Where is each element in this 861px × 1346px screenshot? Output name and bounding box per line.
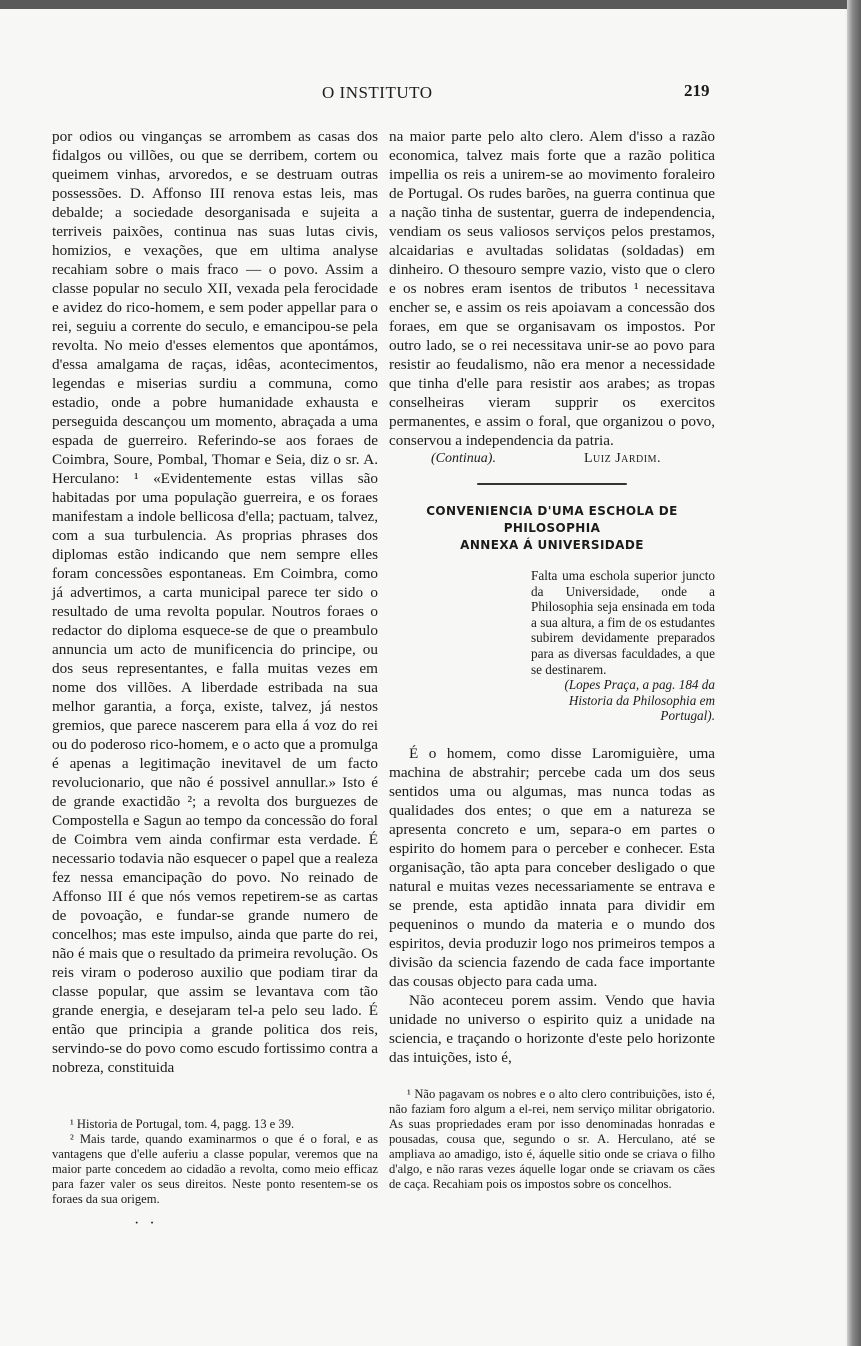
printer-mark: · ·	[134, 1215, 158, 1232]
section-title-line-2: ANNEXA Á UNIVERSIDADE	[460, 538, 644, 552]
epigraph-text: Falta uma eschola superior juncto da Universidade, onde a Philosophia seja ensinada em toda a sua altura, a fim de os estudantes subirem devidamente preparados para as diversas faculdades, a que se destinarem.	[531, 568, 715, 677]
continua-label: (Continua).	[431, 451, 496, 466]
left-column	[52, 127, 378, 1077]
scan-top-edge	[0, 0, 861, 9]
section-title-line-1: CONVENIENCIA D'UMA ESCHOLA DE PHILOSOPHIA	[426, 504, 678, 535]
epigraph	[531, 568, 715, 724]
left-footnotes	[52, 1117, 378, 1207]
right-column-text: na maior parte pelo alto clero. Alem d'isso a razão economica, talvez mais forte que a razão politica impellia os reis a unirem-se ao movimento foraleiro de Portugal. Os rudes barões, na guerra continua que a nação tinha de sustentar, guerra de independencia, vendiam os seus valiosos serviços pelos prestamos, alcaidarias e avultadas solidatas (soldadas) em dinheiro. O thesouro sempre vazio, visto que o clero e os nobres eram isentos de tributos ¹ necessitava encher se, e assim os reis apoiavam a concessão dos foraes, em que se organisavam os impostos. Por outro lado, se o rei necessitava unir-se ao povo para resistir ao feudalismo, não era menor a necessidade que tinha d'elle para resistir aos arabes; as tropas conselheiras vieram supprir os exercitos permanentes, e assim o foral, que organizou o povo, conservou a independencia da patria.	[389, 128, 715, 449]
section-paragraph-2: Não aconteceu porem assim. Vendo que havia unidade no universo o espirito quiz a unidade na sciencia, e traçando o horizonte d'este pelo horizonte das intuições, isto é,	[389, 991, 715, 1066]
section-title	[389, 503, 715, 554]
section-divider	[477, 483, 627, 485]
right-column	[389, 127, 715, 1067]
page-number: 219	[684, 81, 710, 100]
running-header	[0, 83, 845, 109]
section-paragraph-1: É o homem, como disse Laromiguière, uma machina de abstrahir; percebe cada um dos seus sentidos uma ou algumas, mas nunca todas as qualidades dos entes; o que em a natureza se apresenta concreto e um, separa-o em partes o espirito do homem para o perceber e conhecer. Esta organisação, tão apta para conceber desligado o que natural e muitas vezes necessariamente se entrava e se prende, esta aptidão innata para dividir em pequeninos o mundo da materia e o mundo dos espiritos, devia produzir logo nos primeiros tempos a divisão da sciencia fazendo de cada face importante das cousas objecto para cada uma.	[389, 744, 715, 990]
footnote-1: ¹ Historia de Portugal, tom. 4, pagg. 13 e 39.	[70, 1117, 295, 1131]
right-footnotes	[389, 1087, 715, 1192]
footnote-2: ² Mais tarde, quando examinarmos o que é o foral, e as vantagens que d'elle auferiu a classe popular, veremos que na maior parte concedem ao cidadão a revolta, como meio efficaz para fazer valer os seus direitos. Neste ponto resentem-se os foraes da sua origem.	[52, 1132, 378, 1206]
journal-title: O INSTITUTO	[322, 83, 433, 102]
book-spine-edge	[847, 0, 861, 1346]
article-signature	[389, 451, 715, 467]
left-column-text: por odios ou vinganças se arrombem as casas dos fidalgos ou villões, ou que se derribem, cortem ou queimem vinhas, arvoredos, e se destruam outras possessões. D. Affonso III renova estas leis, mas debalde; a sociedade desorganisada e sujeita a terriveis paixões, continua nas suas lutas civis, homizios, e vexações, que em ultima analyse recahiam sobre o mais fraco — o povo. Assim a classe popular no seculo XII, vexada pela ferocidade e avidez do rico-homem, e sem poder appellar para o rei, seguiu a corrente do seculo, e emancipou-se pela revolta. No meio d'esses elementos que apontámos, d'essa amalgama de raças, idêas, acontecimentos, legendas e miserias surdiu a communa, como estadio, onde a pobre humanidade exhausta e perseguida descançou um momento, abraçada a uma espada de guerreiro. Referindo-se aos foraes de Coimbra, Soure, Pombal, Thomar e Seia, diz o sr. A. Herculano: ¹ «Evidentemente estas villas são habitadas por uma população guerreira, e os foraes manifestam a indole bellicosa d'ella; pactuam, talvez, com a sua turbulencia. As proprias phrases dos diplomas estão indicando que nem sempre elles foram concessões espontaneas. Em Coimbra, como já advertimos, a carta municipal parece ter sido o resultado de uma revolta popular. Noutros foraes o redactor do diploma esquece-se de que o preambulo annuncia um acto de munificencia do principe, ou dos seus representantes, e falla muitas vezes em nome dos villões. A liberdade estribada na sua melhor garantia, a força, existe, talvez, já nestos gremios, que parece nascerem para ella á voz do rei ou do poderoso rico-homem, e o acto que a promulga é apenas a legitimação inevitavel de um facto revolucionario, que não é possivel annullar.» Isto é de grande exactidão ²; a revolta dos burguezes de Compostella e Sagun ao tempo da concessão do foral de Coimbra vem ainda confirmar esta verdade. É necessario todavia não esquecer o papel que a realeza fez nessa emancipação do povo. No reinado de Affonso III é que nós vemos repetirem-se as cartas de povoação, e fundar-se grande numero de concelhos; mas este impulso, ainda que parte do rei, não é mais que o resultado da primeira revolução. Os reis viram o poderoso auxilio que podiam tirar da classe popular, que assim se levantava com tão grande energia, e desejaram tel-a pelo seu lado. É então que principia a grande politica dos reis, servindo-se do povo como escudo fortissimo contra a nobreza, constituida	[52, 128, 378, 1076]
footnote-right-1: ¹ Não pagavam os nobres e o alto clero contribuições, isto é, não faziam foro algum a el-rei, nem serviço militar obrigatorio. As suas propriedades eram por isso denominadas honradas e pousadas, cousa que, segundo o sr. A. Herculano, até se ampliava ao amadigo, isto é, áquelle sitio onde se criava o filho d'algo, e não raras vezes áquelle logar onde se criavam os cães de caça. Recahiam pois os impostos sobre os concelhos.	[389, 1087, 715, 1191]
author-name: Luiz Jardim.	[584, 451, 661, 466]
book-page	[0, 9, 845, 1346]
epigraph-citation: (Lopes Praça, a pag. 184 da Historia da Philosophia em Portugal).	[564, 677, 715, 724]
